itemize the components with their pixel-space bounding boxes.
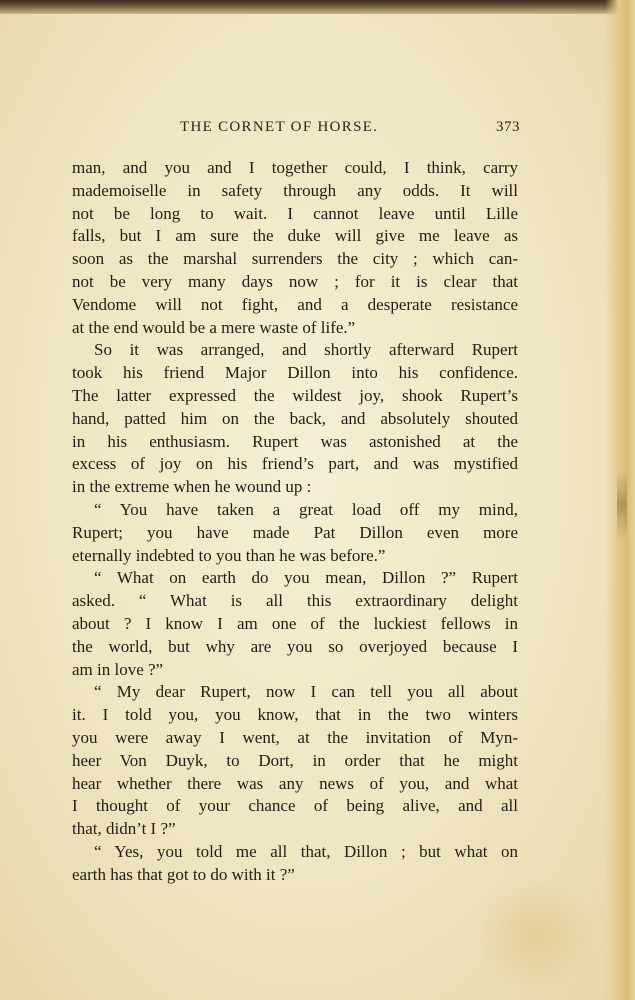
text-line: in the extreme when he wound up : — [72, 477, 312, 497]
text-line: in his enthusiasm. Rupert was astonished at the — [72, 431, 518, 451]
text-line: not be long to wait. I cannot leave until Lille — [72, 203, 518, 223]
text-line: excess of joy on his friend’s part, and was mystified — [72, 454, 518, 474]
text-line: earth has that got to do with it ?” — [72, 864, 295, 884]
text-line: took his friend Major Dillon into his confidence. — [72, 363, 518, 383]
text-line: am in love ?” — [72, 659, 164, 679]
text-line: “ Yes, you told me all that, Dillon ; but what on — [94, 841, 518, 861]
text-line: The latter expressed the wildest joy, shook Rupert’s — [72, 385, 518, 405]
text-line: I thought of your chance of being alive, and all — [72, 796, 518, 816]
body-text — [72, 157, 518, 887]
text-line: at the end would be a mere waste of life.” — [72, 317, 356, 337]
text-line: that, didn’t I ?” — [72, 819, 176, 839]
text-line: mademoiselle in safety through any odds. It will — [72, 180, 518, 200]
page-stain-bottom — [475, 880, 595, 990]
text-line: Rupert; you have made Pat Dillon even more — [72, 522, 518, 542]
text-line: falls, but I am sure the duke will give me leave as — [72, 226, 518, 246]
text-line: man, and you and I together could, I think, carry — [72, 158, 518, 177]
text-line: about ? I know I am one of the luckiest fellows in — [72, 613, 518, 633]
page-stain-mark — [617, 470, 627, 540]
page-top-edge — [0, 0, 635, 14]
text-line: “ You have taken a great load off my mind, — [94, 499, 518, 519]
text-line: heer Von Duyk, to Dort, in order that he might — [72, 750, 518, 770]
text-line: you were away I went, at the invitation of Myn- — [72, 727, 518, 747]
text-line: not be very many days now ; for it is clear that — [72, 271, 518, 291]
text-line: soon as the marshal surrenders the city ; which can- — [72, 249, 518, 269]
text-line: So it was arranged, and shortly afterward Rupert — [94, 340, 518, 360]
text-line: hear whether there was any news of you, and what — [72, 773, 518, 793]
text-line: eternally indebted to you than he was before.” — [72, 545, 386, 565]
text-line: hand, patted him on the back, and absolutely shouted — [72, 408, 518, 428]
text-line: “ What on earth do you mean, Dillon ?” Rupert — [94, 568, 518, 588]
text-line: Vendome will not fight, and a desperate resistance — [72, 294, 518, 314]
text-line: the world, but why are you so overjoyed because I — [72, 636, 518, 656]
text-line: it. I told you, you know, that in the two winters — [72, 705, 518, 725]
running-title: THE CORNET OF HORSE. — [180, 119, 379, 135]
page-number: 373 — [496, 119, 520, 135]
text-line: “ My dear Rupert, now I can tell you all about — [94, 682, 518, 702]
text-line: asked. “ What is all this extraordinary delight — [72, 591, 518, 611]
